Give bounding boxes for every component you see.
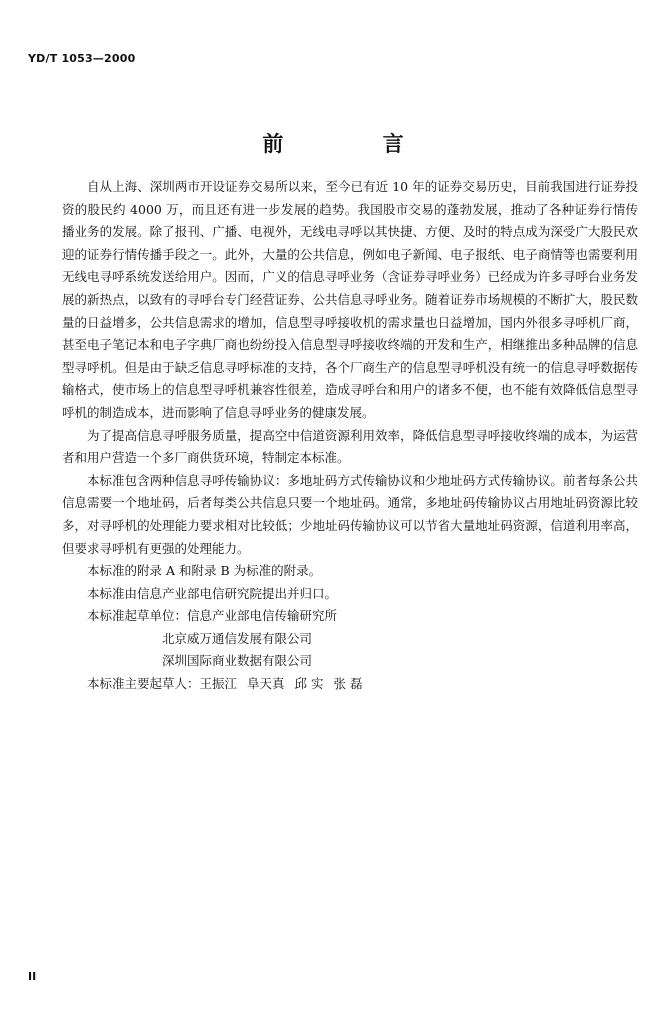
drafter-name: 张 磊 xyxy=(333,676,363,692)
drafter-name: 阜天真 xyxy=(247,676,285,692)
drafting-units-line xyxy=(62,605,638,628)
page-number: II xyxy=(28,970,37,983)
paragraph-background: 自从上海、深圳两市开设证券交易所以来，至今已有近 10 年的证券交易历史，目前我国进行证券投资的股民约 4000 万，而且还有进一步发展的趋势。我国股市交易的蓬勃发展，推动了各种证券行情传播业务的发展。除了报刊、广播、电视外，无线电寻呼以其快捷、方便、及时的特点成为深受广大股民欢迎的证券行情传播手段之一。此外，大量的公共信息，例如电子新闻、电子报纸、电子商情等也需要利用无线电寻呼系统发送给用户。因而，广义的信息寻呼业务（含证券寻呼业务）已经成为许多寻呼台业务发展的新热点，以致有的寻呼台专门经营证券、公共信息寻呼业务。随着证券市场规模的不断扩大，股民数量的日益增多，公共信息需求的增加，信息型寻呼接收机的需求量也日益增加，国内外很多寻呼机厂商，甚至电子笔记本和电子字典厂商也纷纷投入信息型寻呼接收终端的开发和生产，相继推出多种品牌的信息型寻呼机。但是由于缺乏信息寻呼标准的支持，各个厂商生产的信息型寻呼机没有统一的信息寻呼数据传输格式，使市场上的信息型寻呼机兼容性很差，造成寻呼台和用户的诸多不便，也不能有效降低信息型寻呼机的制造成本，进而影响了信息寻呼业务的健康发展。 xyxy=(62,179,638,420)
drafting-unit: 信息产业部电信传输研究所 xyxy=(187,608,338,624)
drafting-units-label: 本标准起草单位： xyxy=(87,608,188,624)
drafter-name: 邱 实 xyxy=(294,676,324,692)
drafters-label: 本标准主要起草人： xyxy=(87,676,200,692)
paragraph-purpose: 为了提高信息寻呼服务质量，提高空中信道资源利用效率，降低信息型寻呼接收终端的成本，为运营者和用户营造一个多厂商供货环境，特制定本标准。 xyxy=(62,427,638,466)
page-title: 前 言 xyxy=(262,131,450,156)
paragraph-protocols: 本标准包含两种信息寻呼传输协议：多地址码方式传输协议和少地址码方式传输协议。前者每条公共信息需要一个地址码，后者每类公共信息只要一个地址码。通常，多地址码传输协议占用地址码资源比较多，对寻呼机的处理能力要求相对比较低；少地址码传输协议可以节省大量地址码资源，信道利用率高，但要求寻呼机有更强的处理能力。 xyxy=(62,472,638,556)
drafting-unit: 北京威万通信发展有限公司 xyxy=(162,630,313,646)
standard-code: YD/T 1053—2000 xyxy=(28,52,136,65)
proposer-statement: 本标准由信息产业部电信研究院提出并归口。 xyxy=(87,585,338,601)
preface-body xyxy=(62,176,638,696)
drafters-line xyxy=(62,673,638,696)
drafting-unit-line xyxy=(62,650,638,673)
drafting-unit-line xyxy=(62,628,638,651)
drafting-unit: 深圳国际商业数据有限公司 xyxy=(162,653,313,669)
drafter-name: 王振江 xyxy=(199,676,238,692)
appendix-statement: 本标准的附录 A 和附录 B 为标准的附录。 xyxy=(87,563,322,579)
